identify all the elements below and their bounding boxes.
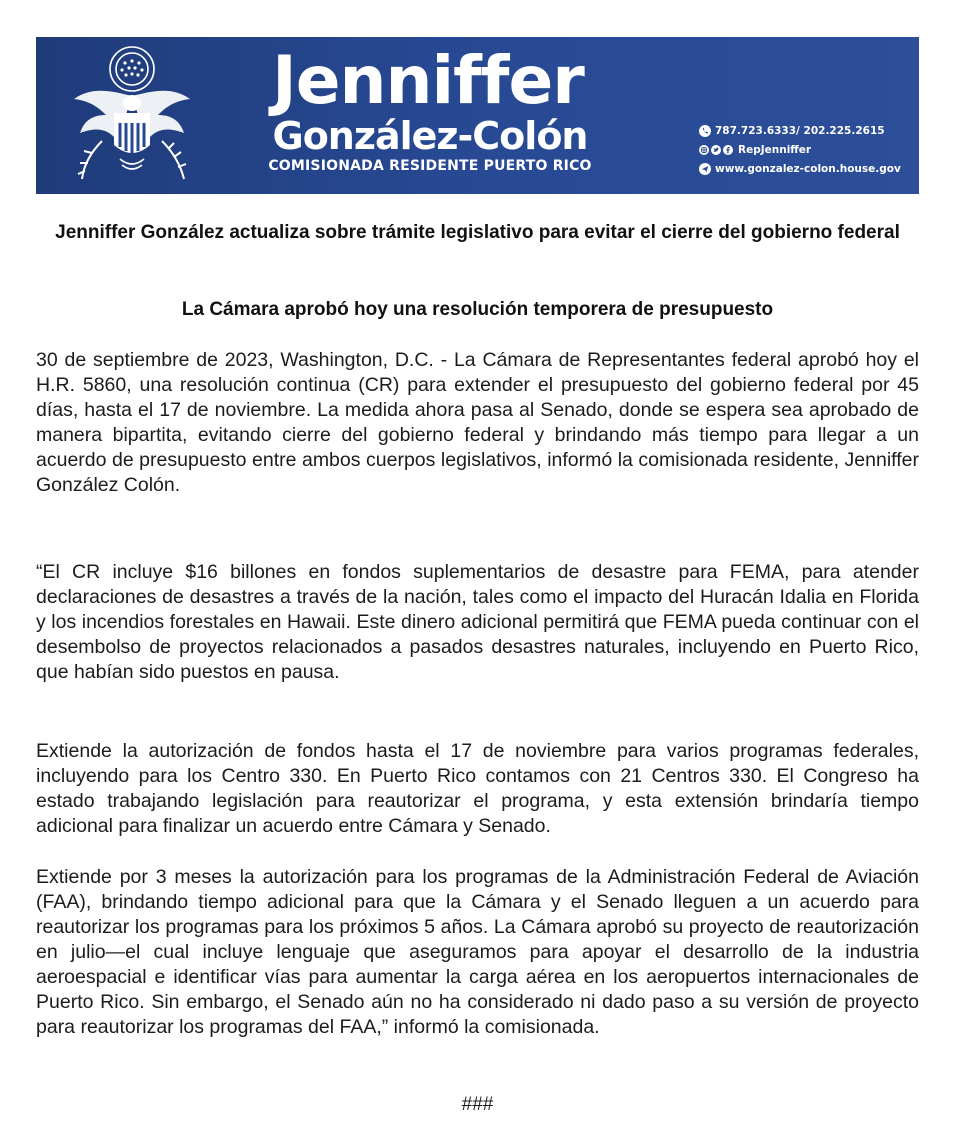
closing-marks: ### — [461, 1094, 494, 1115]
contact-info — [699, 121, 914, 178]
send-icon — [699, 163, 711, 175]
representative-title: COMISIONADA RESIDENTE PUERTO RICO — [268, 158, 592, 174]
contact-social-row — [699, 140, 914, 159]
body-paragraph-4: Extiende por 3 meses la autorización para los programas de la Administración Federal de Aviación (FAA), brindando tiempo adicional para que la Cámara y el Senado lleguen a un acuerdo para reautorizar los programas para los próximos 5 años. La Cámara aprobó su proyecto de reautorización en julio—el cual incluye lenguaje que aseguramos para apoyar el desarrollo de la industria aeroespacial e identificar vías para aumentar la carga aérea en los aeropuertos internacionales de Puerto Rico. Sin embargo, el Senado aún no ha considerado ni dado paso a su versión de proyecto para reautorizar los programas del FAA,” informó la comisionada. — [36, 866, 919, 1038]
body-paragraph-3: Extiende la autorización de fondos hasta el 17 de noviembre para varios programas federales, incluyendo para los Centro 330. En Puerto Rico contamos con 21 Centros 330. El Congreso ha estado trabajando legislación para reautorizar el programa, y esta extensión brindaría tiempo adicional para finalizar un acuerdo entre Cámara y Senado. — [36, 740, 919, 837]
contact-phone[interactable]: 787.723.6333/ 202.225.2615 — [715, 124, 885, 137]
phone-icon — [699, 125, 711, 137]
letterhead-banner — [36, 37, 919, 194]
representative-last-name: González-Colón — [272, 114, 588, 158]
representative-first-name: Jenniffer — [272, 42, 584, 119]
contact-social-handle[interactable]: RepJenniffer — [738, 143, 812, 156]
facebook-icon[interactable] — [723, 145, 733, 155]
contact-phone-row — [699, 121, 914, 140]
press-release-headline: Jenniffer González actualiza sobre trámite legislativo para evitar el cierre del gobierno federal — [55, 222, 900, 243]
house-of-representatives-seal-icon — [62, 41, 202, 191]
twitter-icon[interactable] — [711, 145, 721, 155]
body-paragraph-2: “El CR incluye $16 billones en fondos suplementarios de desastre para FEMA, para atender declaraciones de desastres a través de la nación, tales como el impacto del Huracán Idalia en Florida y los incendios forestales en Hawaii. Este dinero adicional permitirá que FEMA pueda continuar con el desembolso de proyectos relacionados a pasados desastres naturales, incluyendo en Puerto Rico, que habían sido puestos en pausa. — [36, 561, 919, 683]
contact-website[interactable]: www.gonzalez-colon.house.gov — [715, 162, 901, 175]
press-release-subheadline: La Cámara aprobó hoy una resolución temporera de presupuesto — [181, 299, 774, 320]
contact-website-row — [699, 159, 914, 178]
instagram-icon[interactable] — [699, 145, 709, 155]
body-paragraph-1: 30 de septiembre de 2023, Washington, D.C. - La Cámara de Representantes federal aprobó hoy el H.R. 5860, una resolución continua (CR) para extender el presupuesto del gobierno federal por 45 días, hasta el 17 de noviembre. La medida ahora pasa al Senado, donde se espera sea aprobado de manera bipartita, evitando cierre del gobierno federal y brindando más tiempo para llegar a un acuerdo de presupuesto entre ambos cuerpos legislativos, informó la comisionada residente, Jenniffer González Colón. — [36, 349, 919, 496]
